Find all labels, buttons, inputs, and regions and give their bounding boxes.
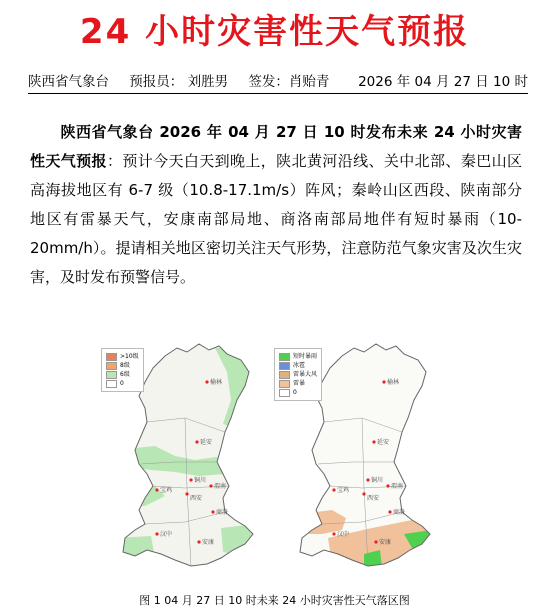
city-label-shangluo: 商洛 (216, 509, 229, 516)
city-label-tongchuan: 铜川 (371, 477, 384, 484)
city-label-ankang: 安康 (379, 539, 392, 546)
thunderstorm-legend (274, 348, 322, 401)
legend-swatch (106, 362, 117, 370)
forecast-maps (0, 338, 549, 584)
city-label-xian: 西安 (367, 495, 380, 502)
city-label-yulin: 榆林 (387, 379, 400, 386)
legend-swatch (279, 389, 290, 397)
city-label-yulin: 榆林 (210, 379, 223, 386)
legend-item: 8级 (106, 361, 139, 370)
city-label-ankang: 安康 (202, 539, 215, 546)
legend-item: 6级 (106, 370, 139, 379)
agency-name: 陕西省气象台 (28, 74, 109, 90)
forecast-lead: 陕西省气象台 2026 年 04 月 27 日 10 时发布未来 24 小时灾害性天气预报 (30, 123, 522, 170)
legend-swatch (279, 353, 290, 361)
issuer: 签发：肖贻青 (248, 74, 330, 90)
page-title: 24 小时灾害性天气预报 (79, 12, 470, 52)
forecaster: 预报员： 刘胜男 (129, 74, 229, 90)
gale-map (95, 338, 275, 582)
city-label-shangluo: 商洛 (393, 509, 406, 516)
legend-item: 0 (106, 379, 139, 388)
city-label-baoji: 宝鸡 (337, 487, 350, 494)
city-label-xian: 西安 (190, 495, 203, 502)
forecast-text: ：预计今天白天到晚上，陕北黄河沿线、关中北部、秦巴山区高海拔地区有 6-7 级（10.8-17.1m/s）阵风；秦岭山区西段、陕南部分地区有雷暴天气，安康南部局地、商洛南部局地伴有短时暴雨（10-20mm/h）。提请相关地区密切关注天气形势，注意防范气象灾害及次生灾害，及时发布预警信号。 (30, 152, 522, 286)
legend-item: 短时暴雨 (279, 352, 317, 361)
city-label-hanzhong: 汉中 (337, 531, 350, 538)
legend-item: 0 (279, 388, 317, 397)
issue-datetime: 2026 年 04 月 27 日 10 时 (358, 74, 528, 90)
city-label-weinan: 渭南 (391, 483, 404, 490)
city-label-yanan: 延安 (377, 439, 390, 446)
legend-swatch (279, 380, 290, 388)
legend-item: >10级 (106, 352, 139, 361)
legend-swatch (106, 371, 117, 379)
city-label-weinan: 渭南 (214, 483, 227, 490)
legend-swatch (279, 371, 290, 379)
city-label-baoji: 宝鸡 (160, 487, 173, 494)
figure-caption: 图 1 04 月 27 日 10 时未来 24 小时灾害性天气落区图 (139, 594, 410, 607)
legend-item: 冰雹 (279, 361, 317, 370)
legend-swatch (106, 380, 117, 388)
gale-legend (101, 348, 144, 392)
legend-item: 雷暴 (279, 379, 317, 388)
header-meta (28, 70, 528, 94)
thunderstorm-map (272, 338, 452, 582)
legend-swatch (279, 362, 290, 370)
city-label-yanan: 延安 (200, 439, 213, 446)
legend-item: 雷暴大风 (279, 370, 317, 379)
city-label-hanzhong: 汉中 (160, 531, 173, 538)
forecast-body (30, 118, 522, 292)
legend-swatch (106, 353, 117, 361)
gale-region-southwest (115, 536, 155, 564)
city-label-tongchuan: 铜川 (194, 477, 207, 484)
